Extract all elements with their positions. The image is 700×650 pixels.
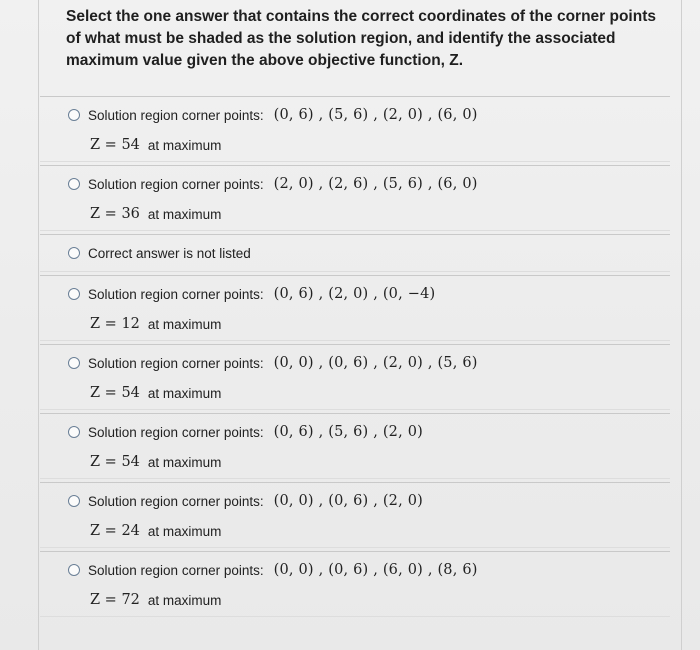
z-value: Z = 24 <box>90 523 140 539</box>
answer-option-1[interactable] <box>40 96 670 162</box>
answer-option-3[interactable] <box>40 234 670 272</box>
option-label: Solution region corner points: <box>88 562 264 578</box>
option-label: Correct answer is not listed <box>88 245 251 261</box>
corner-points: (0, 0) , (0, 6) , (6, 0) , (8, 6) <box>273 562 478 578</box>
z-suffix: at maximum <box>147 206 222 222</box>
z-value: Z = 54 <box>90 454 140 470</box>
option-label: Solution region corner points: <box>88 355 264 371</box>
corner-points: (0, 6) , (5, 6) , (2, 0) <box>273 424 424 440</box>
option-label: Solution region corner points: <box>88 107 264 123</box>
corner-points: (2, 0) , (2, 6) , (5, 6) , (6, 0) <box>273 176 478 192</box>
answer-option-2[interactable] <box>40 165 670 231</box>
radio-button[interactable] <box>68 288 80 300</box>
z-value: Z = 54 <box>90 137 140 153</box>
option-label: Solution region corner points: <box>88 424 264 440</box>
z-value: Z = 54 <box>90 385 140 401</box>
z-value: Z = 72 <box>90 592 140 608</box>
z-suffix: at maximum <box>147 137 222 153</box>
z-suffix: at maximum <box>147 523 222 539</box>
corner-points: (0, 6) , (5, 6) , (2, 0) , (6, 0) <box>273 107 478 123</box>
z-suffix: at maximum <box>147 316 222 332</box>
corner-points: (0, 0) , (0, 6) , (2, 0) <box>273 493 424 509</box>
answer-option-8[interactable] <box>40 551 670 617</box>
answer-option-5[interactable] <box>40 344 670 410</box>
radio-button[interactable] <box>68 564 80 576</box>
answer-option-7[interactable] <box>40 482 670 548</box>
z-value: Z = 12 <box>90 316 140 332</box>
z-suffix: at maximum <box>147 592 222 608</box>
radio-button[interactable] <box>68 178 80 190</box>
option-label: Solution region corner points: <box>88 286 264 302</box>
radio-button[interactable] <box>68 426 80 438</box>
z-suffix: at maximum <box>147 385 222 401</box>
answer-option-4[interactable] <box>40 275 670 341</box>
answer-options <box>40 96 670 620</box>
radio-button[interactable] <box>68 247 80 259</box>
corner-points: (0, 0) , (0, 6) , (2, 0) , (5, 6) <box>273 355 478 371</box>
answer-option-6[interactable] <box>40 413 670 479</box>
z-suffix: at maximum <box>147 454 222 470</box>
corner-points: (0, 6) , (2, 0) , (0, −4) <box>273 286 436 302</box>
z-value: Z = 36 <box>90 206 140 222</box>
radio-button[interactable] <box>68 495 80 507</box>
option-label: Solution region corner points: <box>88 493 264 509</box>
option-label: Solution region corner points: <box>88 176 264 192</box>
radio-button[interactable] <box>68 357 80 369</box>
question-text: Select the one answer that contains the correct coordinates of the corner points of what must be shaded as the solution region, and identify the associated maximum value given the above objective function, Z. <box>66 8 656 69</box>
radio-button[interactable] <box>68 109 80 121</box>
